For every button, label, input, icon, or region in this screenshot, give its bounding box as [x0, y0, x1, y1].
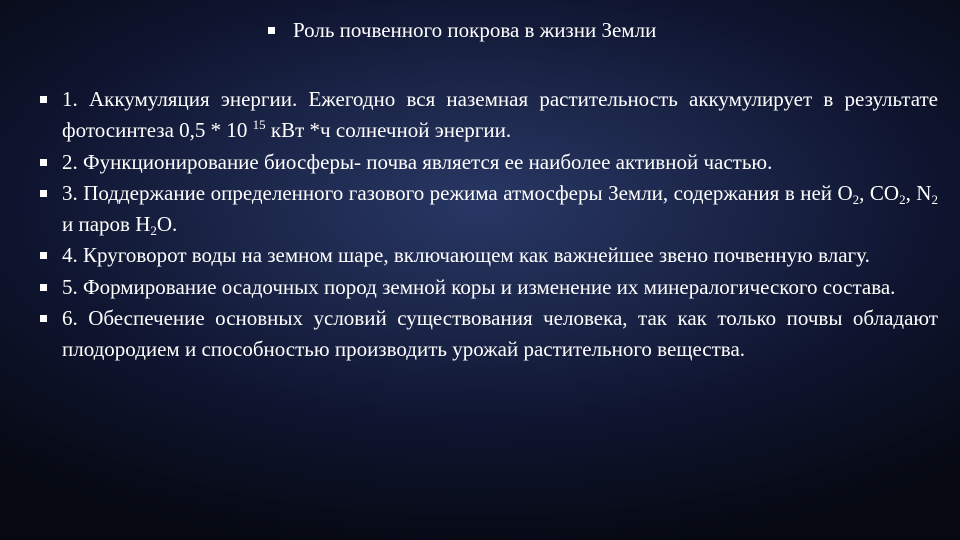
square-bullet-icon — [40, 159, 47, 166]
list-item-biosphere-function — [38, 147, 938, 178]
list-item-gas-regime — [38, 178, 938, 241]
bullet-list — [38, 84, 938, 366]
item-text: , СО — [859, 180, 900, 205]
item-text: , N — [905, 180, 932, 205]
item-text: 5. Формирование осадочных пород земной коры и изменение их минералогического состава. — [62, 274, 896, 299]
item-text: 1. Аккумуляция энергии. Ежегодно вся наземная растительность аккумулирует в результате фотосинтеза 0,5 * 10 — [62, 87, 938, 143]
item-text: О. — [156, 212, 178, 237]
item-text: 6. Обеспечение основных условий существования человека, так как только почвы обладают плодородием и способностью производить урожай растительного вещества. — [62, 306, 938, 362]
subscript: 2 — [150, 223, 157, 239]
list-item-water-cycle — [38, 240, 938, 271]
square-bullet-icon — [40, 252, 47, 259]
item-text: 4. Круговорот воды на земном шаре, включающем как важнейшее звено почвенную влагу. — [62, 243, 870, 268]
slide-title: Роль почвенного покрова в жизни Земли — [293, 18, 657, 42]
square-bullet-icon — [40, 284, 47, 291]
square-bullet-icon — [40, 315, 47, 322]
subscript: 2 — [931, 191, 938, 207]
list-item-sedimentary-rocks — [38, 272, 938, 303]
square-bullet-icon — [40, 190, 47, 197]
exponent: 15 — [252, 117, 266, 133]
subscript: 2 — [852, 191, 860, 207]
item-text-end: кВт *ч солнечной энергии. — [265, 118, 512, 143]
item-text: 3. Поддержание определенного газового режима атмосферы Земли, содержания в ней О — [62, 180, 853, 205]
item-text: и паров Н — [62, 212, 151, 237]
list-item-energy-accumulation — [38, 84, 938, 147]
square-bullet-icon — [40, 96, 47, 103]
square-bullet-icon — [268, 27, 275, 34]
item-text: 2. Функционирование биосферы- почва является ее наиболее активной частью. — [62, 149, 773, 174]
slide-title-row — [268, 16, 656, 44]
subscript: 2 — [899, 191, 906, 207]
list-item-human-existence — [38, 303, 938, 366]
